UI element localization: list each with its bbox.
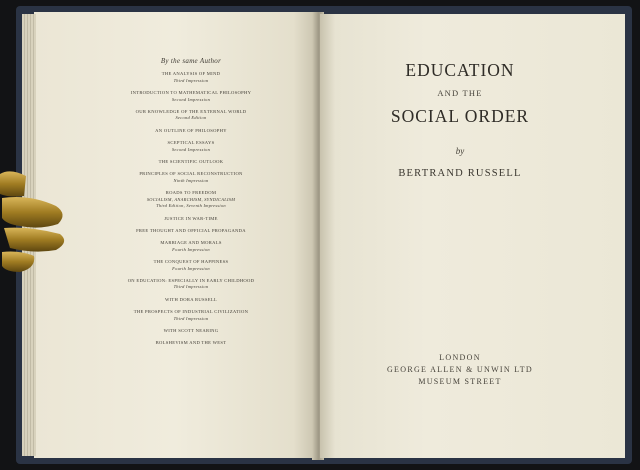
book-list-item xyxy=(116,109,266,122)
book-title: PRINCIPLES OF SOCIAL RECONSTRUCTION xyxy=(139,171,243,177)
book-note: Ninth Impression xyxy=(173,177,209,183)
book-note: Second Impression xyxy=(171,146,211,152)
book-title: THE ANALYSIS OF MIND xyxy=(161,71,221,77)
book-title-line-1: EDUCATION xyxy=(405,60,515,80)
book-title: JUSTICE IN WAR-TIME xyxy=(164,215,218,221)
book-list-item xyxy=(116,159,266,165)
book-note: SOCIALISM, ANARCHISM, SYNDICALISM xyxy=(146,196,236,202)
book-title: ROADS TO FREEDOM xyxy=(165,190,217,196)
book-list-item xyxy=(116,240,266,253)
by-line: by xyxy=(455,146,465,156)
book-list-item xyxy=(116,171,266,184)
book-title-connector: AND THE xyxy=(437,88,483,98)
book-list-item xyxy=(116,90,266,103)
book-list-item xyxy=(116,278,266,291)
book-title: SCEPTICAL ESSAYS xyxy=(167,140,215,146)
book-list-item xyxy=(116,297,266,303)
book-title: THE PROSPECTS OF INDUSTRIAL CIVILIZATION xyxy=(133,309,249,315)
book-title: WITH DORA RUSSELL xyxy=(164,296,218,302)
book-list-item xyxy=(116,309,266,322)
book-title: INTRODUCTION TO MATHEMATICAL PHILOSOPHY xyxy=(130,90,252,96)
page-holder-clip xyxy=(0,168,70,280)
book-title: ON EDUCATION: ESPECIALLY IN EARLY CHILDHOOD xyxy=(127,277,255,283)
book-note: Third Impression xyxy=(173,315,209,321)
book-title: MARRIAGE AND MORALS xyxy=(160,240,222,246)
book-title: THE SCIENTIFIC OUTLOOK xyxy=(158,159,224,165)
book-note: Third Impression xyxy=(173,77,209,83)
book-list-item xyxy=(116,259,266,272)
book-list-item xyxy=(116,71,266,84)
publisher-block xyxy=(345,352,575,388)
book-note: Second Edition xyxy=(175,115,207,121)
book-title: OUR KNOWLEDGE OF THE EXTERNAL WORLD xyxy=(135,109,247,115)
book-title: AN OUTLINE OF PHILOSOPHY xyxy=(155,127,227,133)
publisher-street: MUSEUM STREET xyxy=(418,377,502,386)
book-title-line-2: SOCIAL ORDER xyxy=(390,106,530,126)
book-note: Fourth Impression xyxy=(172,246,210,252)
list-heading: By the same Author xyxy=(160,57,222,65)
book-title: THE CONQUEST OF HAPPINESS xyxy=(153,259,229,265)
author-name: BERTRAND RUSSELL xyxy=(398,168,522,179)
book-note: Fourth Impression xyxy=(172,265,210,271)
publisher-city: LONDON xyxy=(439,353,481,362)
book-list-item xyxy=(116,190,266,209)
book-note: Third Impression xyxy=(173,284,209,290)
book-list-item xyxy=(116,140,266,153)
book-list-item xyxy=(116,216,266,222)
book-title: FREE THOUGHT AND OFFICIAL PROPAGANDA xyxy=(136,227,246,233)
book-title: WITH SCOTT NEARING xyxy=(163,327,219,333)
book-list-item xyxy=(116,340,266,346)
book-list-item xyxy=(116,228,266,234)
book-list xyxy=(116,71,266,346)
book-note: Second Impression xyxy=(171,96,211,102)
book-note: Third Edition, Seventh Impression xyxy=(156,203,226,209)
books-by-author-list xyxy=(116,58,266,353)
publisher-name: GEORGE ALLEN & UNWIN LTD xyxy=(386,365,533,374)
book-list-item xyxy=(116,128,266,134)
book-title: BOLSHEVISM AND THE WEST xyxy=(155,340,227,346)
book-list-item xyxy=(116,328,266,334)
